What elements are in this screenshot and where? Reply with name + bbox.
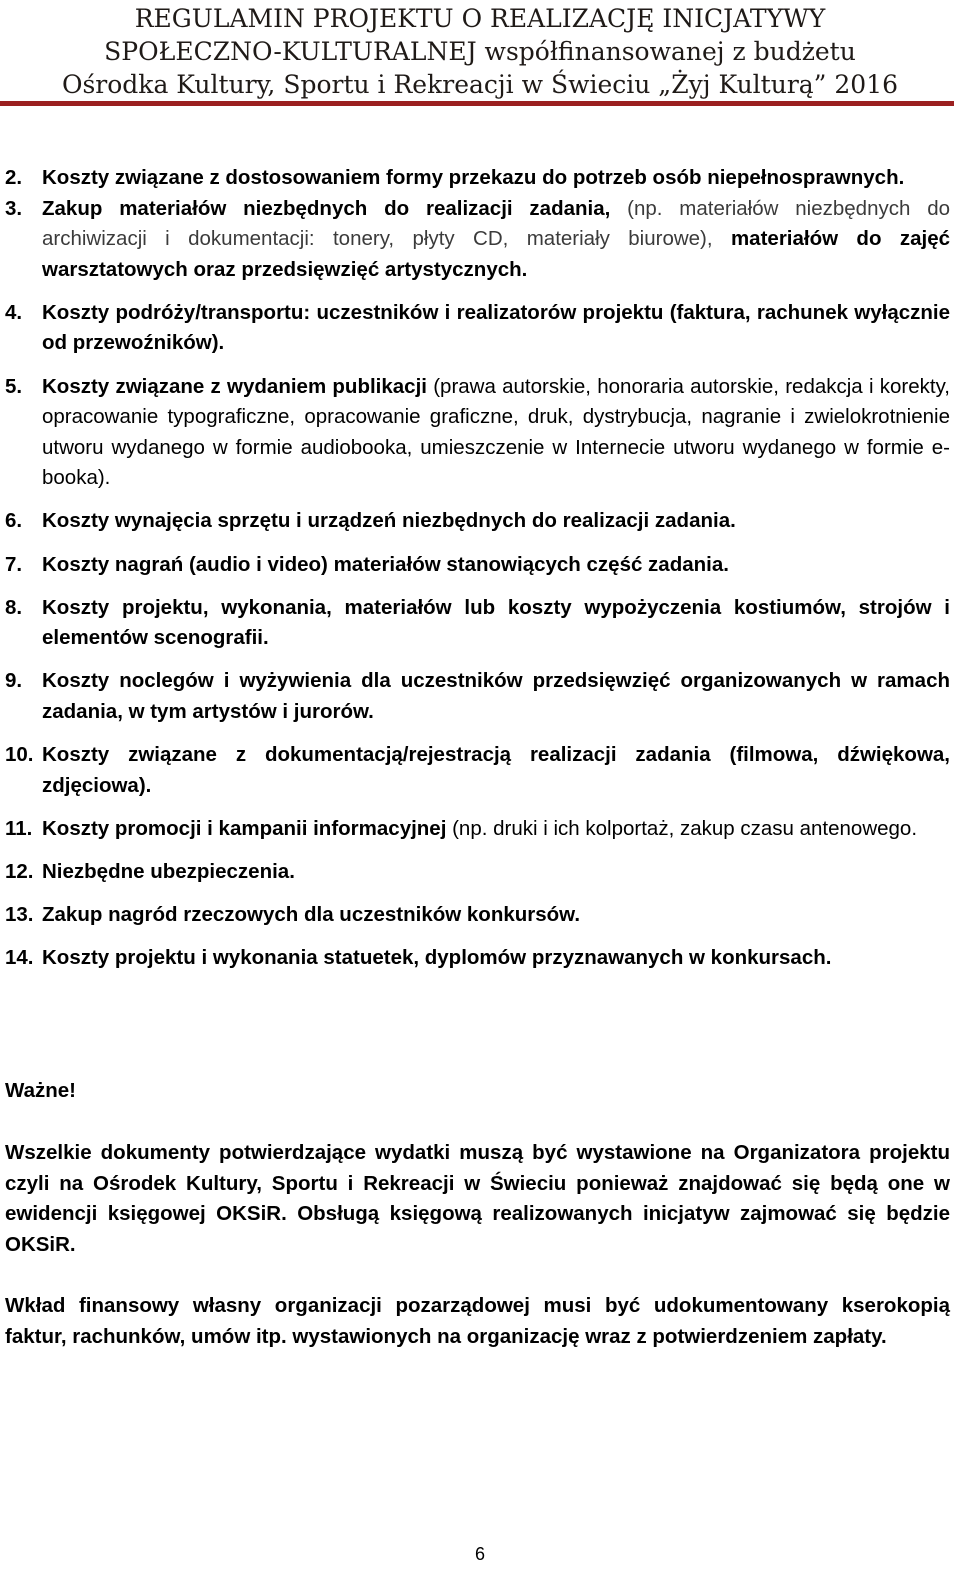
list-item-text: Koszty podróży/transportu: uczestników i realizatorów projektu (faktura, rachunek wyłącznie od przewoźników). (42, 300, 950, 355)
list-item-text: Koszty związane z dokumentacją/rejestracją realizacji zadania (filmowa, dźwiękowa, zdjęciowa). (42, 743, 950, 797)
list-item-text: Koszty związane z wydaniem publikacji (42, 374, 427, 398)
list-item-detail: (np. materiałów niezbędnych do archiwizacji i dokumentacji: tonery, płyty CD, materiały biurowe), (42, 196, 951, 251)
list-item-text: Zakup nagród rzeczowych dla uczestników konkursów. (42, 902, 581, 926)
header-line-3: Ośrodka Kultury, Sportu i Rekreacji w Świeciu „Żyj Kulturą” 2016 (61, 70, 899, 99)
list-item-number: 5. (5, 374, 23, 398)
list-item-text: Niezbędne ubezpieczenia. (42, 859, 295, 883)
notice-title: Ważne! (5, 1079, 76, 1102)
list-item (5, 943, 950, 974)
document-header (0, 0, 960, 101)
notice-paragraph-documents: Wszelkie dokumenty potwierdzające wydatki muszą być wystawione na Organizatora projektu czyli na Ośrodek Kultury, Sportu i Rekreacji w Świeciu ponieważ znajdować się będą one w ewidencji księgowej OKSiR. Obsługą księgową realizowanych inicjatyw zajmować się będzie OKSiR. (5, 1141, 950, 1256)
list-item-text: Koszty projektu i wykonania statuetek, dyplomów przyznawanych w konkursach. (42, 945, 832, 969)
list-item (5, 666, 950, 727)
cost-list (5, 163, 950, 986)
list-item-text-continued: materiałów do zajęć warsztatowych oraz przedsięwzięć artystycznych. (42, 227, 951, 281)
list-item-number: 7. (5, 552, 23, 576)
list-item-number: 10. (5, 743, 34, 766)
list-item (5, 550, 950, 581)
list-item-text: Koszty promocji i kampanii informacyjnej (42, 816, 447, 840)
list-item-number: 14. (5, 945, 34, 969)
list-item-detail: (prawa autorskie, honoraria autorskie, redakcja i korekty, opracowanie typograficzne, opracowanie graficzne, druk, dystrybucja, nagranie i zwielokrotnienie utworu wydanego w formie audiobooka, umieszczenie w Internecie utworu wydanego w formie e-booka). (42, 374, 950, 490)
header-divider (0, 101, 954, 106)
list-item-text: Zakup materiałów niezbędnych do realizacji zadania, (42, 196, 611, 220)
list-item-number: 4. (5, 300, 23, 324)
list-item-number: 2. (5, 166, 23, 189)
list-item (5, 740, 950, 801)
list-item-detail: (np. druki i ich kolportaż, zakup czasu antenowego. (446, 816, 918, 840)
list-item-number: 3. (5, 196, 23, 220)
list-item-number: 8. (5, 595, 23, 619)
notice-paragraph-contribution: Wkład finansowy własny organizacji pozarządowej musi być udokumentowany kserokopią faktur, rachunków, umów itp. wystawionych na organizację wraz z potwierdzeniem zapłaty. (5, 1294, 950, 1348)
list-item (5, 593, 950, 654)
list-item (5, 298, 950, 359)
list-item-number: 9. (5, 669, 23, 693)
list-item (5, 372, 950, 494)
list-item (5, 163, 950, 194)
list-item-number: 6. (5, 509, 23, 533)
list-item (5, 900, 950, 931)
list-item-text: Koszty noclegów i wyżywienia dla uczestników przedsięwzięć organizowanych w ramach zadania, w tym artystów i jurorów. (42, 669, 950, 723)
list-item-number: 12. (5, 859, 34, 883)
header-line-2: SPOŁECZNO-KULTURALNEJ współfinansowanej z budżetu (104, 37, 856, 66)
list-item-text: Koszty nagrań (audio i video) materiałów stanowiących część zadania. (42, 552, 729, 576)
page-number: 6 (474, 1544, 485, 1564)
list-item (5, 506, 950, 537)
list-item-text: Koszty związane z dostosowaniem formy przekazu do potrzeb osób niepełnosprawnych. (42, 166, 905, 189)
list-item (5, 857, 950, 888)
header-line-1: REGULAMIN PROJEKTU O REALIZACJĘ INICJATYWY (134, 4, 826, 33)
list-item-number: 11. (5, 816, 33, 840)
list-item (5, 814, 950, 845)
list-item-text: Koszty wynajęcia sprzętu i urządzeń niezbędnych do realizacji zadania. (42, 509, 736, 533)
list-item-number: 13. (5, 902, 34, 926)
list-item (5, 194, 950, 286)
list-item-text: Koszty projektu, wykonania, materiałów lub koszty wypożyczenia kostiumów, strojów i elementów scenografii. (42, 595, 950, 650)
